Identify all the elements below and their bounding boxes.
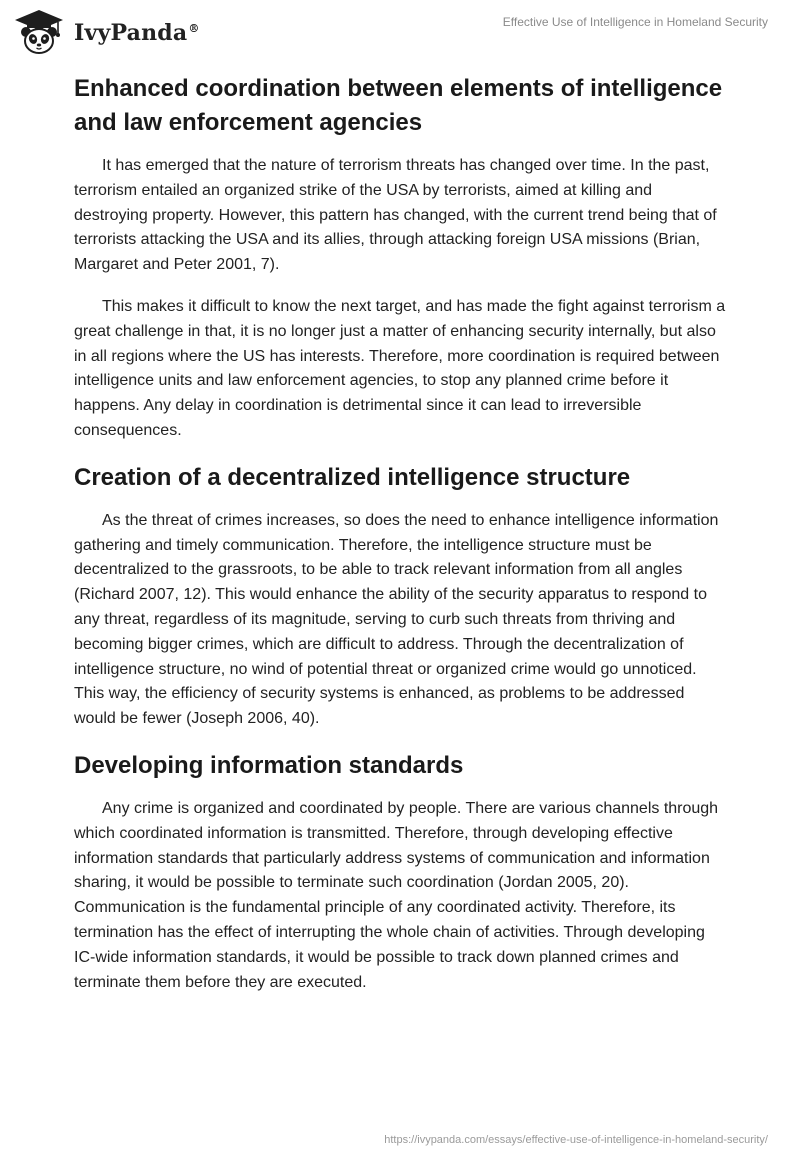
section-decentralized-structure xyxy=(74,461,730,732)
paragraph: As the threat of crimes increases, so does the need to enhance intelligence information gathering and timely communication. Therefore, the intelligence structure must be decentralized to the grassroots, to be able to track relevant information from all angles (Richard 2007, 12). This would enhance the ability of the security apparatus to respond to any threat, regardless of its magnitude, serving to curb such threats from thriving and becoming bigger crimes, which are difficult to address. Through the decentralization of intelligence structure, no wind of potential threat or organized crime would go unnoticed. This way, the efficiency of security systems is enhanced, as problems to be addressed would be fewer (Joseph 2006, 40). xyxy=(74,511,719,728)
paragraph: This makes it difficult to know the next target, and has made the fight against terrorism a great challenge in that, it is no longer just a matter of enhancing security internally, but also in all regions where the US has interests. Therefore, more coordination is required between intelligence units and law enforcement agencies, to stop any planned crime before it happens. Any delay in coordination is detrimental since it can lead to irreversible consequences. xyxy=(74,297,726,439)
paragraph: It has emerged that the nature of terrorism threats has changed over time. In the past, terrorism entailed an organized strike of the USA by terrorists, aimed at killing and destroying property. However, this pattern has changed, with the current trend being that of terrorists attacking the USA and its allies, through attacking foreign USA missions (Brian, Margaret and Peter 2001, 7). xyxy=(74,157,717,274)
section-heading: Creation of a decentralized intelligence structure xyxy=(74,463,631,491)
source-url[interactable]: https://ivypanda.com/essays/effective-use-of-intelligence-in-homeland-security/ xyxy=(384,1134,768,1146)
brand-name: IvyPanda® xyxy=(74,20,200,46)
paragraph: Any crime is organized and coordinated by people. There are various channels through which coordinated information is transmitted. Therefore, through developing effective information standards that particularly address systems of communication and information sharing, it would be possible to terminate such coordination (Jordan 2005, 20). Communication is the fundamental principle of any coordinated activity. Therefore, its termination has the effect of interrupting the whole chain of activities. Through developing IC-wide information standards, it would be possible to track down planned crimes and terminate them before they are executed. xyxy=(74,799,719,991)
essay-content xyxy=(74,72,730,1012)
document-title: Effective Use of Intelligence in Homeland Security xyxy=(502,15,768,29)
page-header xyxy=(0,0,800,70)
panda-graduation-cap-icon xyxy=(14,9,64,55)
section-heading: Enhanced coordination between elements of intelligence and law enforcement agencies xyxy=(74,75,723,136)
brand-logo[interactable] xyxy=(14,8,200,56)
section-heading: Developing information standards xyxy=(74,751,464,779)
section-information-standards xyxy=(74,749,730,995)
section-coordination xyxy=(74,72,730,444)
